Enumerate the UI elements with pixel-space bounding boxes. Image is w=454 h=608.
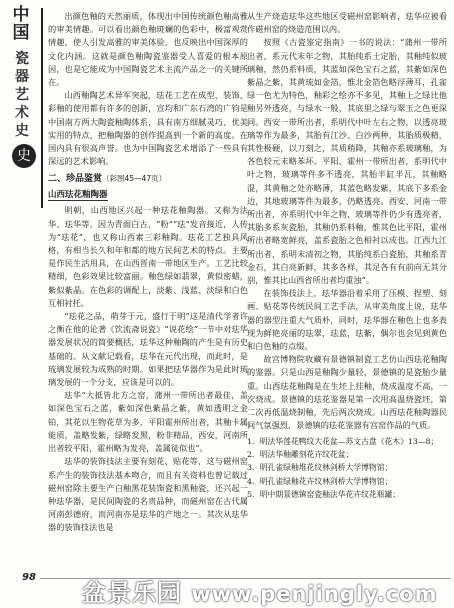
list-item: 3．明孔雀绿釉堆花纹林剑桥大学博物馆； — [247, 463, 393, 473]
paragraph: 山西釉陶艺术异军突起，珐花工艺在成型、装饰、彩釉的使用都有许多的创新，宣均和广东石湾的广钧是中国南方两大陶瓷釉陶体系，具有南方细腻灵巧、优美实用的特点，把釉陶器的创作提高到一个新的高度。在国内具有很高声誉。也为中国陶瓷艺术增添了一些具有深远的艺术影响。 — [48, 90, 248, 167]
paragraph: 从生产烧造珐华这些地区受磁州窑影响者，珐华应被看作磁州窑的烧造范围以内。 — [247, 11, 447, 35]
sidebar-header — [0, 0, 46, 215]
sidebar-title: 中国 — [12, 5, 30, 43]
section-heading-ref: （彩图45—47页） — [102, 174, 167, 184]
page-number: 98 — [22, 572, 36, 583]
sidebar-seal: 史 — [12, 144, 36, 168]
section-heading — [48, 172, 248, 186]
left-column — [48, 10, 248, 570]
section-heading-text: 二、珍品鉴赏 — [48, 174, 103, 185]
watermark-text: 盆景乐园 — [82, 579, 182, 607]
paragraph: 出颜色釉的天然丽质，体现出中国传统颜色釉高雅的审美情趣。可以看出颜色釉斑斓的色彩中，极富观赏情趣，使人引发高雅的审美体验，也反映出中国深厚的文化内涵。这就是颜色釉陶瓷鉴器受人喜爱的根本原因，也是它能成为中国陶瓷艺术主流产品之一的关键所在。 — [48, 11, 248, 88]
list-item: 5．明中期景德镇窑瓷釉法华花卉纹花瓶罐； — [247, 490, 401, 500]
page-footer — [0, 572, 454, 607]
paragraph: 珐华的装饰技法主要有刻花、贴花等，这与磁州窑系产生的装饰技法基本吻合，而且有关资料也曾记载过磁州窑除主要生产白釉黑花装饰瓷和黑釉瓷，还兴起一种珐华器，是民间陶瓷的名贵品种，而磁州窑在古代属河南彭德府，而河南亦是珐华的产地之一。其次从珐华器的装饰技法也是 — [48, 456, 248, 533]
right-column — [247, 10, 447, 570]
list-item: 4．明孔雀绿釉花卉纹林剑桥大学博物馆； — [247, 476, 393, 486]
paragraph: 故宫博物院收藏有景德镇制瓷工艺仿山西珐花釉陶的鉴器。只是山西是釉陶少量轻，景德镇的是瓷胎少量重。山西珐花釉陶是在生坯上挂釉，烧成温度不高，一次烧成。景德镇的珐花鉴器是第一次用高温烧瓷坯，第二次再低温烧制釉，先后两次烧成。山西珐花釉陶器民间气氛强烈，景德镇的珐花鉴器有宫窑作品的气质。 — [247, 354, 447, 431]
paragraph: 珐华“大抵皆北方之窑，蒲州一带所出者最佳，盖如深色宝石之蓝，紫如深色紫晶之紫，黄如透明之金铂，其花以生物花草为多，平阳霍州所出者，其釉卡属能质，盖略发紫，绿略发黑，粉非精品，西安，河南所出者较平阳，霍州略为发亮，盖属徒似也”。 — [48, 390, 248, 454]
sidebar-divider — [41, 8, 43, 208]
paragraph: 明朝，山西地区兴起一种珐花釉陶器。又称为法华、珐华等，因为青面白古，“粉”“珐”发音接近，人传为“珐花”，也又称山西素三彩釉陶。珐花工艺独具风格，有相当长久和年和都的地方民间艺术的特点。主要是作民生活用具，在山西晋南一带地区生产。工艺比较精细，色彩效果比较富丽。釉色绿如翡翠，黄似密蜡，紫似紫晶。在色彩的调配上，淡紫、浅蓝、淡绿和白色互相衬托。 — [48, 205, 248, 308]
subheading-text: 山西珐花釉陶器 — [48, 190, 108, 201]
subheading — [48, 189, 248, 201]
list-item: 1．明法华莲花鸭纹大花盆—苏文古盘《花木》13—8； — [247, 436, 439, 446]
paragraph: 在装饰技法上，珐华器沿着采用了压模、捏塑、刻画、贴花等传统民间工艺手法，从审美角度上说，珐华器的器型注重大气质朴，同时，珐华器在釉色上也多表现为鲜艳亮丽的珐翠，珐蓝，珐紫，偶尔也会见到黄色和白色釉的点缀。 — [247, 288, 447, 352]
sidebar-subtitle: 瓷器艺术史 — [15, 51, 29, 139]
reference-list — [247, 435, 447, 502]
paragraph: “珐花之品，萌芽于元，盛行于明”这是清代学者许之衡在他的论著《饮流斋说瓷》“说花绘”一节中对珐华器发展状况的简要概括，珐华这种釉陶的产生是有历史基础的。从文献记载看，珐华在元代出现，而此时，是琉璃发展较为成熟的时期。如果把珐华器作为是此时琉璃发展的一个分支，应该是可以的。 — [48, 311, 248, 388]
watermark — [82, 573, 438, 608]
paragraph: 按照《古瓷鉴定指南》一书的说法：“蒲州一带所出者，系元代末年之物，其胎纯系土定胎，其釉纯似玻璃釉，然仍系料质，其蓝如深色宝石之蓝，其紫如深色紫晶之紫，其黄琉如金箔，惟北金箔色略浮薄耳，孔雀绿一色尤为特色，釉彩之绘亦不多见，其釉上之绿比他釉另外透亮，与绿水一般，其底里之绿与翠玉之色更深同。西安一带所出者，系明代中叶左右之物，以透亮玻璃等作为最多，其胎有江沙、白沙两种，其胎质极精，其性极硬，以刀刻之，其质稍降，其釉亦系玻璃釉，为各色较元末略苯坏。平阳、霍州一带所出者，系明代中叶之物，玻璃等件多不透亮，其胎半缸半瓦，其釉略混，其黄釉之处亦略薄，其蓝色略发紫，其底下多系金边，其地玻璃等件为最多，仍略透亮。西安、河南一带所出者，亦系明代中年之物，玻璃等件仍少有透亮者，其胎多系灰瓷胎，其釉仍系料釉，惟其色比平阳，霍州所出者略宽鲜亮，盖系瓷胎之色相衬以成也。江西九江所出者，系明末清初之物，其胎纯系白瓷胎，其釉系青金石，其白亮新鲜，其多各样，其足各有有前向无其分别，惟其比山西省所出者均重浊”。 — [247, 37, 447, 286]
list-item: 2．明法华釉雕刻花卉纹花盆； — [247, 449, 354, 459]
watermark-url: www.penjingly.com — [191, 582, 438, 606]
